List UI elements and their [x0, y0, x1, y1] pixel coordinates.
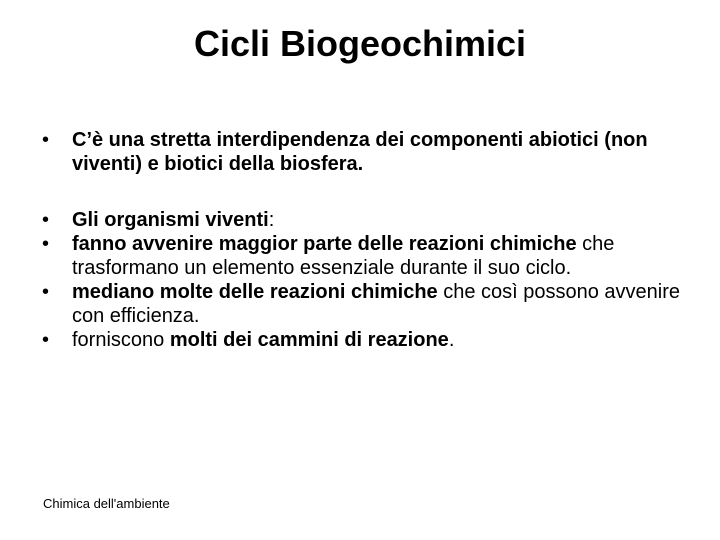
bullet-plain-text: :: [268, 209, 275, 231]
bullet-text: C’è una stretta interdipendenza dei componenti abiotici (non viventi) e biotici della biosfera.: [72, 129, 648, 175]
bullet-item-pathways: [42, 328, 702, 352]
bullet-item-organisms: [42, 208, 702, 232]
bullet-list-organisms: [42, 208, 702, 352]
bullet-bold-text: Gli organismi viventi: [72, 209, 269, 231]
bullet-bold-text: mediano molte delle reazioni chimiche: [72, 281, 438, 303]
bullet-item-mediate: [42, 280, 702, 328]
bullet-plain-text: forniscono: [72, 329, 170, 351]
bullet-bold-text: molti dei cammini di reazione: [169, 329, 449, 351]
bullet-bold-text: fanno avvenire maggior parte delle reazioni chimiche: [72, 233, 577, 255]
bullet-item-reactions: [42, 232, 702, 280]
slide-title: Cicli Biogeochimici: [193, 23, 527, 64]
bullet-plain-text: che trasformano un elemento essenziale durante il suo ciclo.: [72, 233, 615, 279]
bullet-plain-text: che così possono avvenire con efficienza.: [72, 281, 681, 327]
bullet-plain-text: .: [448, 329, 455, 351]
bullet-item-interdependence: [42, 128, 702, 176]
slide-footer: Chimica dell'ambiente: [43, 496, 170, 511]
bullet-list-intro: [42, 128, 702, 176]
